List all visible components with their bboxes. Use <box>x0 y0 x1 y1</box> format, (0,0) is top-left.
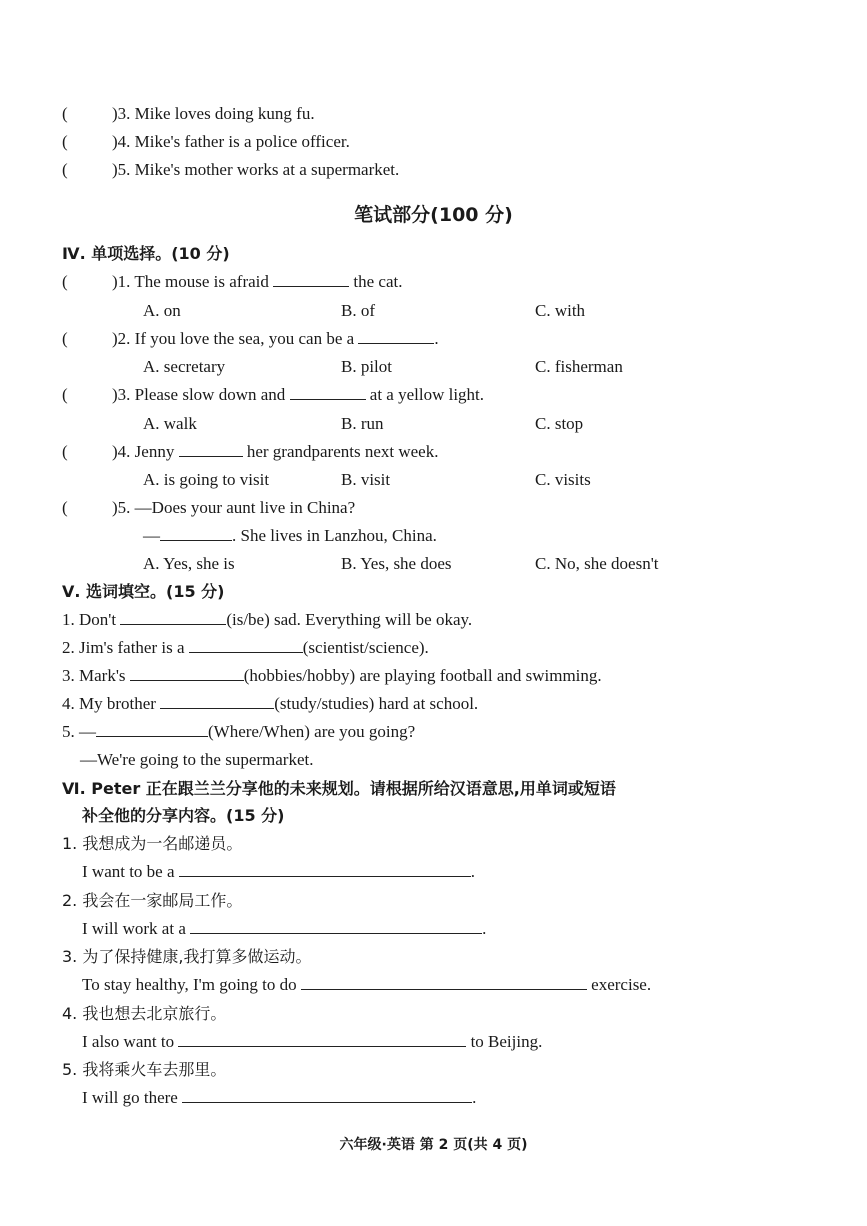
answer-blank[interactable] <box>301 975 587 990</box>
sentence-text: I also want to <box>82 1032 175 1051</box>
page-footer: 六年级·英语 第 2 页(共 4 页) <box>339 1137 528 1153</box>
question-text: )1. The mouse is afraid <box>112 272 269 291</box>
fill-item-2 <box>62 638 429 658</box>
item-text: (study/studies) hard at school. <box>274 694 479 713</box>
fill-item-4 <box>62 694 478 714</box>
option-b: B. pilot <box>341 357 393 376</box>
option-c: C. No, she doesn't <box>535 554 659 573</box>
fill-item-5 <box>62 722 415 742</box>
option-c: C. visits <box>535 470 591 489</box>
mc-question-3 <box>112 385 484 405</box>
answer-blank[interactable] <box>96 722 208 737</box>
answer-blank[interactable] <box>189 638 303 653</box>
option-c: C. stop <box>535 414 584 433</box>
section-6-heading: Ⅵ. Peter 正在跟兰兰分享他的未来规划。请根据所给汉语意思,用单词或短语 <box>62 779 616 798</box>
answer-blank[interactable] <box>290 385 366 400</box>
item-text: (is/be) sad. Everything will be okay. <box>226 610 473 629</box>
option-a: A. Yes, she is <box>143 554 235 573</box>
question-text: her grandparents next week. <box>246 442 439 461</box>
item-text: (Where/When) are you going? <box>208 722 416 741</box>
sentence-text: To stay healthy, I'm going to do <box>82 975 297 994</box>
en-sentence-5 <box>82 1088 476 1108</box>
option-a: A. on <box>143 301 181 320</box>
sentence-text: . <box>472 1088 477 1107</box>
answer-blank[interactable] <box>179 442 243 457</box>
question-text: )2. If you love the sea, you can be a <box>112 329 355 348</box>
option-a: A. walk <box>143 414 197 433</box>
item-text: 1. Don't <box>62 610 117 629</box>
question-text: )4. Jenny <box>112 442 175 461</box>
answer-blank[interactable] <box>182 1088 472 1103</box>
sentence-text: exercise. <box>591 975 652 994</box>
statement-4: )4. Mike's father is a police officer. <box>112 132 350 151</box>
item-text: 4. My brother <box>62 694 156 713</box>
option-a: A. secretary <box>143 357 226 376</box>
cn-prompt-5: 5. 我将乘火车去那里。 <box>62 1060 227 1079</box>
question-text: )3. Please slow down and <box>112 385 286 404</box>
item-text: (hobbies/hobby) are playing football and swimming. <box>243 666 602 685</box>
answer-blank[interactable] <box>120 610 226 625</box>
section-4-heading: Ⅳ. 单项选择。(10 分) <box>62 244 230 263</box>
answer-paren[interactable]: ( <box>62 442 68 461</box>
mc-question-4 <box>112 442 438 462</box>
fill-item-3 <box>62 666 602 686</box>
mc-question-5: )5. —Does your aunt live in China? <box>112 498 356 517</box>
question-text: the cat. <box>353 272 403 291</box>
item-text: (scientist/science). <box>302 638 429 657</box>
answer-paren[interactable]: ( <box>62 272 68 291</box>
en-sentence-3 <box>82 975 651 995</box>
en-sentence-1 <box>82 862 475 882</box>
written-section-title: 笔试部分(100 分) <box>354 204 513 226</box>
answer-paren[interactable]: ( <box>62 132 68 151</box>
answer-blank[interactable] <box>130 666 244 681</box>
option-b: B. run <box>341 414 384 433</box>
option-b: B. of <box>341 301 375 320</box>
cn-prompt-1: 1. 我想成为一名邮递员。 <box>62 834 243 853</box>
answer-paren[interactable]: ( <box>62 160 68 179</box>
section-5-heading: Ⅴ. 选词填空。(15 分) <box>62 582 225 601</box>
answer-blank[interactable] <box>179 862 471 877</box>
answer-paren[interactable]: ( <box>62 385 68 404</box>
option-c: C. fisherman <box>535 357 623 376</box>
cn-prompt-2: 2. 我会在一家邮局工作。 <box>62 891 243 910</box>
fill-item-1 <box>62 610 472 630</box>
en-sentence-2 <box>82 919 486 939</box>
statement-3: )3. Mike loves doing kung fu. <box>112 104 315 123</box>
question-text: . She lives in Lanzhou, China. <box>232 526 437 545</box>
sentence-text: . <box>470 862 476 881</box>
mc-question-5-reply <box>143 526 437 546</box>
option-a: A. is going to visit <box>143 470 270 489</box>
answer-blank[interactable] <box>273 272 349 287</box>
item-text: 3. Mark's <box>62 666 126 685</box>
answer-paren[interactable]: ( <box>62 498 68 517</box>
statement-5: )5. Mike's mother works at a supermarket. <box>112 160 400 179</box>
answer-blank[interactable] <box>160 526 232 541</box>
mc-question-1 <box>112 272 403 292</box>
cn-prompt-3: 3. 为了保持健康,我打算多做运动。 <box>62 947 312 966</box>
answer-blank[interactable] <box>358 329 434 344</box>
fill-item-5-reply: —We're going to the supermarket. <box>80 750 314 769</box>
answer-blank[interactable] <box>160 694 274 709</box>
sentence-text: I will go there <box>82 1088 178 1107</box>
answer-blank[interactable] <box>190 919 482 934</box>
item-text: 5. — <box>62 722 96 741</box>
option-c: C. with <box>535 301 586 320</box>
sentence-text: . <box>482 919 487 938</box>
answer-blank[interactable] <box>178 1032 466 1047</box>
option-b: B. visit <box>341 470 391 489</box>
sentence-text: I will work at a <box>82 919 186 938</box>
question-text: at a yellow light. <box>369 385 485 404</box>
question-text: . <box>434 329 439 348</box>
section-6-heading-cont: 补全他的分享内容。(15 分) <box>82 806 285 825</box>
en-sentence-4 <box>82 1032 542 1052</box>
question-text: — <box>143 526 160 545</box>
answer-paren[interactable]: ( <box>62 104 68 123</box>
mc-question-2 <box>112 329 439 349</box>
cn-prompt-4: 4. 我也想去北京旅行。 <box>62 1004 227 1023</box>
option-b: B. Yes, she does <box>341 554 452 573</box>
sentence-text: I want to be a <box>82 862 175 881</box>
sentence-text: to Beijing. <box>470 1032 543 1051</box>
item-text: 2. Jim's father is a <box>62 638 185 657</box>
answer-paren[interactable]: ( <box>62 329 68 348</box>
